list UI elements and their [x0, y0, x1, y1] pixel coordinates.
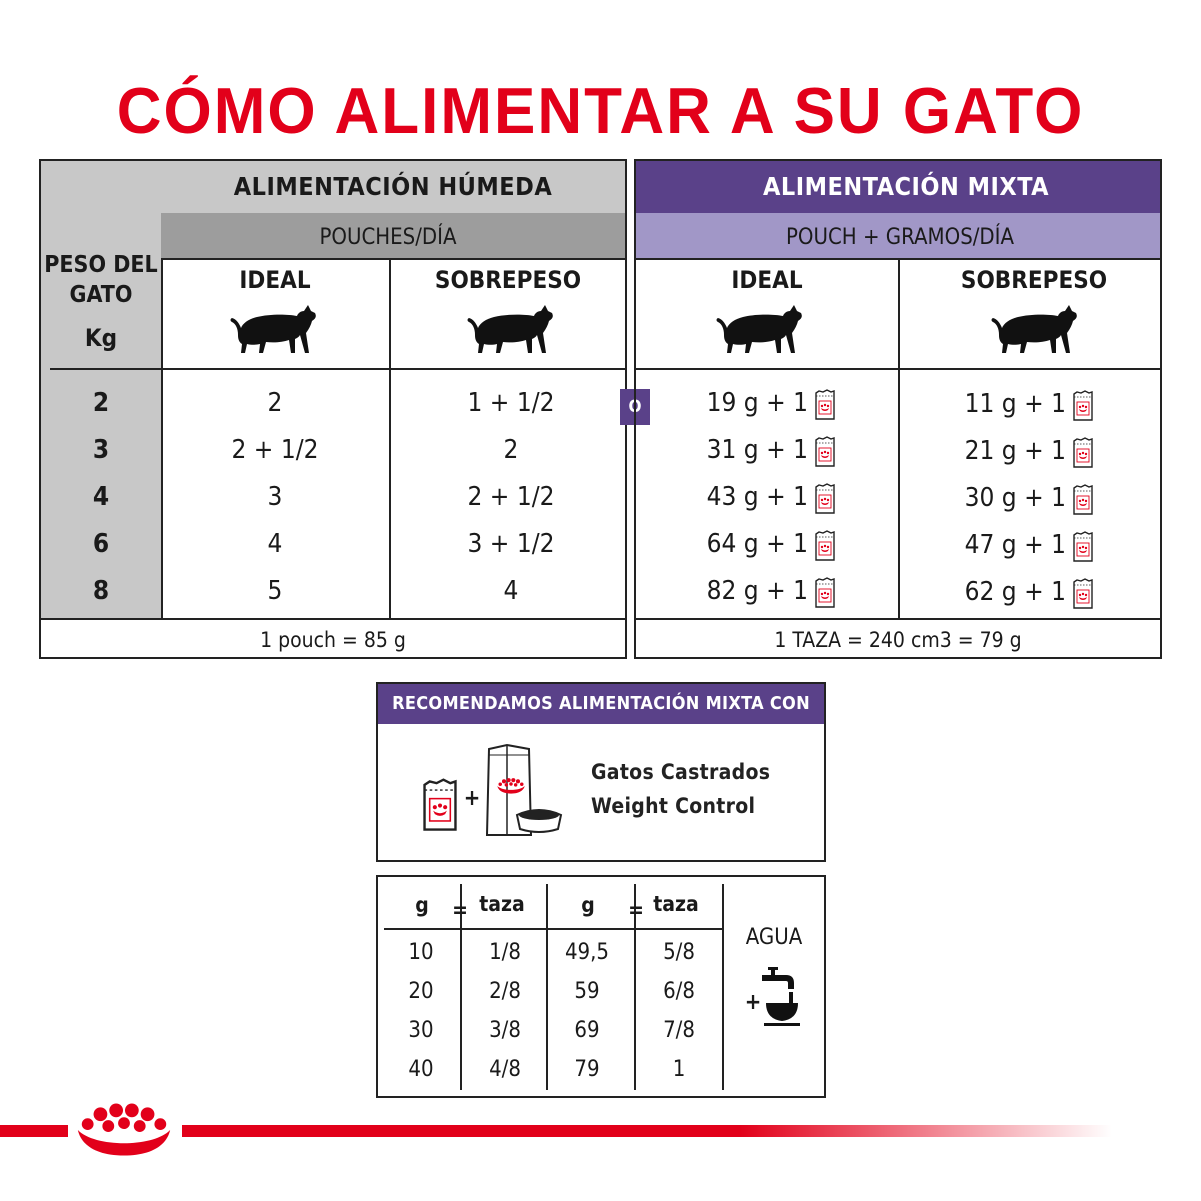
- dry-food-bag-icon: [483, 743, 568, 843]
- grams-cell: 20: [408, 979, 434, 1004]
- col-cup-header: taza: [653, 892, 699, 916]
- cup-cell: 4/8: [489, 1057, 521, 1082]
- mixed-overweight-cell: 11 g + 1: [964, 389, 1066, 419]
- col-overweight-header: SOBREPESO: [434, 266, 582, 294]
- cup-conversion-note: 1 TAZA = 240 cm3 = 79 g: [774, 628, 1022, 652]
- cup-cell: 6/8: [663, 979, 695, 1004]
- grams-cell: 79: [574, 1057, 600, 1082]
- equals-sign: =: [628, 898, 644, 922]
- grams-cell: 40: [408, 1057, 434, 1082]
- royal-canin-crown-logo-icon: [70, 1100, 178, 1160]
- weight-cell: 8: [92, 576, 110, 606]
- col-ideal-header: IDEAL: [239, 266, 311, 294]
- weight-cell: 3: [92, 435, 110, 465]
- plus-sign: +: [463, 786, 481, 811]
- divider: [546, 884, 548, 1090]
- cup-cell: 1/8: [489, 940, 521, 965]
- mixed-ideal-cell: 82 g + 1: [706, 576, 808, 606]
- cup-cell: 2/8: [489, 979, 521, 1004]
- brand-stripe: [182, 1125, 1112, 1137]
- overweight-pouch-cell: 3 + 1/2: [467, 529, 555, 559]
- ideal-pouch-cell: 3: [267, 482, 283, 512]
- divider: [898, 259, 900, 618]
- divider: [41, 618, 625, 620]
- or-badge: O: [620, 389, 650, 425]
- pouch-icon: [1072, 437, 1094, 469]
- cat-ideal-icon: [715, 305, 805, 355]
- mixed-ideal-cell: 64 g + 1: [706, 529, 808, 559]
- pouch-icon: [1072, 578, 1094, 610]
- mixed-ideal-cell: 43 g + 1: [706, 482, 808, 512]
- grams-cell: 59: [574, 979, 600, 1004]
- weight-cell: 6: [92, 529, 110, 559]
- divider: [161, 258, 625, 260]
- pouch-icon: [814, 483, 836, 515]
- ideal-pouch-cell: 5: [267, 576, 283, 606]
- cat-overweight-icon: [990, 305, 1080, 355]
- cup-cell: 7/8: [663, 1018, 695, 1043]
- grams-cell: 49,5: [564, 940, 610, 965]
- weight-cell: 2: [92, 388, 110, 418]
- brand-stripe: [0, 1125, 68, 1137]
- mixed-col-ideal-header: IDEAL: [731, 266, 803, 294]
- cup-cell: 1: [672, 1057, 686, 1082]
- recommended-product-line2: Weight Control: [591, 794, 756, 818]
- divider: [50, 368, 625, 370]
- overweight-pouch-cell: 2: [503, 435, 519, 465]
- pouch-icon: [1072, 531, 1094, 563]
- pouch-icon: [1072, 484, 1094, 516]
- recommendation-header: RECOMENDAMOS ALIMENTACIÓN MIXTA CON: [392, 693, 810, 714]
- weight-header-line1: PESO DEL: [44, 252, 158, 278]
- grams-cell: 10: [408, 940, 434, 965]
- grams-cell: 69: [574, 1018, 600, 1043]
- ideal-pouch-cell: 2: [267, 388, 283, 418]
- col-cup-header: taza: [479, 892, 525, 916]
- pouch-icon: [814, 577, 836, 609]
- pouch-icon: [814, 389, 836, 421]
- pouch-icon: [814, 436, 836, 468]
- col-grams-header: g: [581, 893, 595, 917]
- mixed-feeding-header: ALIMENTACIÓN MIXTA: [762, 172, 1050, 201]
- weight-cell: 4: [92, 482, 110, 512]
- divider: [384, 928, 722, 930]
- cat-overweight-icon: [466, 305, 556, 355]
- mixed-ideal-cell: 19 g + 1: [706, 388, 808, 418]
- mixed-overweight-cell: 21 g + 1: [964, 436, 1066, 466]
- weight-header-unit: Kg: [84, 324, 118, 352]
- weight-header-line2: GATO: [69, 282, 133, 308]
- pouches-subheader: POUCHES/DÍA: [319, 225, 457, 250]
- plus-sign: +: [744, 990, 762, 1015]
- ideal-pouch-cell: 4: [267, 529, 283, 559]
- divider: [636, 618, 1160, 620]
- pouch-grams-subheader: POUCH + GRAMOS/DÍA: [785, 225, 1015, 250]
- cup-cell: 3/8: [489, 1018, 521, 1043]
- wet-feeding-header: ALIMENTACIÓN HÚMEDA: [233, 172, 553, 201]
- page-title: CÓMO ALIMENTAR A SU GATO: [116, 75, 1085, 148]
- recommended-product-line1: Gatos Castrados: [591, 760, 771, 784]
- wet-pouch-icon: [420, 778, 460, 833]
- overweight-pouch-cell: 2 + 1/2: [467, 482, 555, 512]
- cat-ideal-icon: [229, 305, 319, 355]
- mixed-ideal-cell: 31 g + 1: [706, 435, 808, 465]
- mixed-overweight-cell: 30 g + 1: [964, 483, 1066, 513]
- col-grams-header: g: [415, 893, 429, 917]
- overweight-pouch-cell: 4: [503, 576, 519, 606]
- mixed-overweight-cell: 47 g + 1: [964, 530, 1066, 560]
- equals-sign: =: [452, 898, 468, 922]
- water-faucet-bowl-icon: [760, 965, 800, 1029]
- cup-cell: 5/8: [663, 940, 695, 965]
- mixed-overweight-cell: 62 g + 1: [964, 577, 1066, 607]
- pouch-weight-note: 1 pouch = 85 g: [260, 628, 406, 652]
- pouch-icon: [1072, 390, 1094, 422]
- ideal-pouch-cell: 2 + 1/2: [231, 435, 319, 465]
- overweight-pouch-cell: 1 + 1/2: [467, 388, 555, 418]
- mixed-col-overweight-header: SOBREPESO: [960, 266, 1108, 294]
- grams-cell: 30: [408, 1018, 434, 1043]
- water-label: AGUA: [745, 925, 803, 950]
- pouch-icon: [814, 530, 836, 562]
- divider: [722, 884, 724, 1090]
